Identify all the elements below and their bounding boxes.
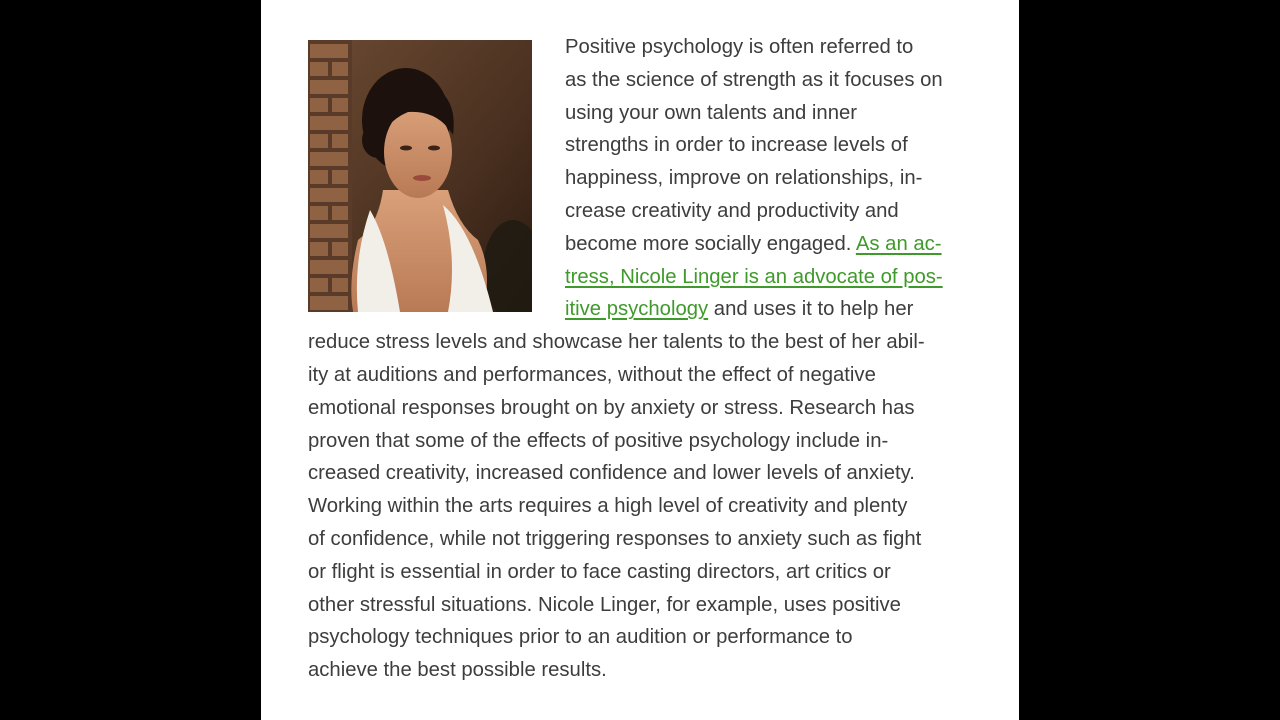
article-text: Working within the arts requires a high level of creativity and plenty [308, 495, 908, 518]
article-text: other stressful situations. Nicole Linger, for example, uses positive [308, 593, 901, 616]
article-line [308, 326, 968, 359]
article-text: emotional responses brought on by anxiety or stress. Research has [308, 396, 915, 419]
article-text: happiness, improve on relationships, in- [565, 167, 923, 190]
article-line [308, 392, 968, 425]
article-line [308, 129, 968, 162]
article-line [308, 261, 968, 294]
article-page [261, 0, 1019, 720]
article-text: reduce stress levels and showcase her talents to the best of her abil- [308, 331, 925, 354]
article-line [308, 457, 968, 490]
article-text: creased creativity, increased confidence and lower levels of anxiety. [308, 462, 915, 485]
article-line [308, 490, 968, 523]
article-text: of confidence, while not triggering responses to anxiety such as fight [308, 527, 922, 550]
article-line [308, 162, 968, 195]
article-text: achieve the best possible results. [308, 659, 607, 682]
article-line [308, 195, 968, 228]
article-line [308, 64, 968, 97]
article-text: psychology techniques prior to an audition or performance to [308, 626, 853, 649]
article-line [308, 589, 968, 622]
article-text: as the science of strength as it focuses on [565, 68, 943, 91]
article-text: using your own talents and inner [565, 101, 858, 124]
article-line [308, 654, 968, 687]
article-text: crease creativity and productivity and [565, 199, 899, 222]
article-text: Positive psychology is often referred to [565, 36, 914, 58]
article-line [308, 97, 968, 130]
article-line [308, 523, 968, 556]
article-line [308, 31, 968, 64]
article-line [308, 621, 968, 654]
article-text: and uses it to help her [708, 298, 914, 321]
article-body [308, 31, 968, 687]
article-link[interactable]: itive psychology [565, 298, 709, 321]
article-link[interactable]: As an ac- [855, 232, 942, 255]
article-link[interactable]: tress, Nicole Linger is an advocate of pos- [565, 265, 943, 288]
article-text: ity at auditions and performances, without the effect of negative [308, 363, 876, 386]
article-text: strengths in order to increase levels of [565, 134, 908, 157]
article-text: or flight is essential in order to face casting directors, art critics or [308, 560, 891, 583]
article-line [308, 228, 968, 261]
article-line [308, 293, 968, 326]
article-text: become more socially engaged. [565, 232, 856, 255]
article-line [308, 359, 968, 392]
article-text: proven that some of the effects of positive psychology include in- [308, 429, 889, 452]
article-line [308, 556, 968, 589]
article-line [308, 425, 968, 458]
